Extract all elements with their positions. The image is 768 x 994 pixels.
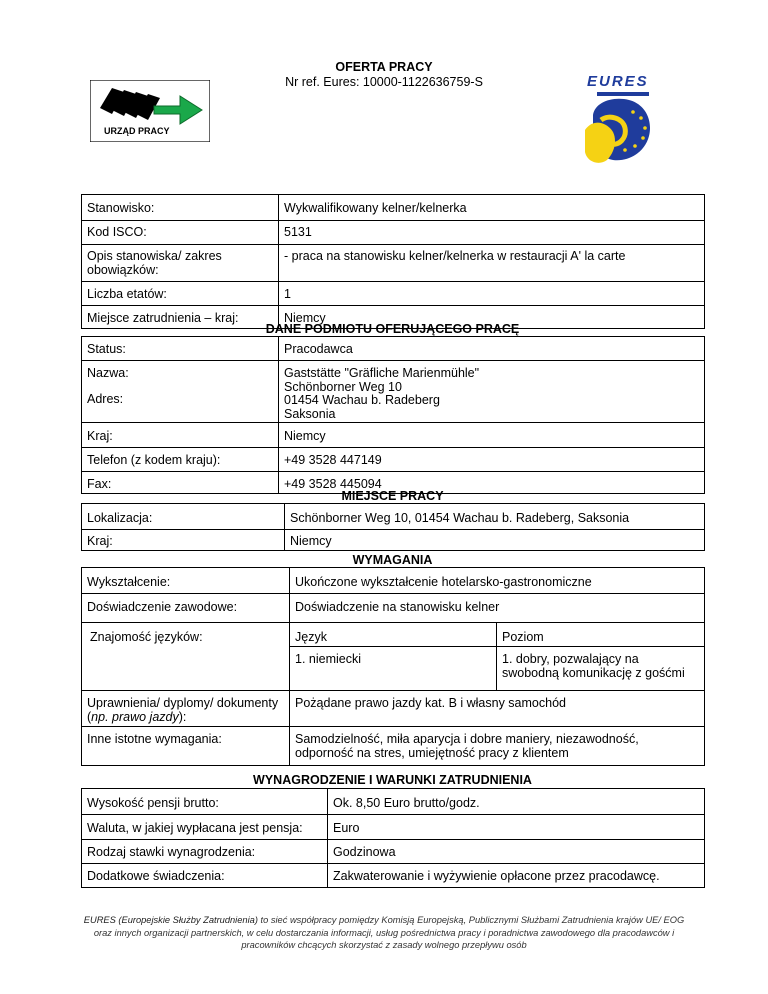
- table-row: [82, 530, 705, 551]
- field-label: Kraj:: [82, 423, 279, 448]
- table-row: [82, 727, 705, 766]
- table-row: [82, 815, 705, 840]
- eures-logo: [583, 70, 655, 170]
- name-label: Nazwa:: [87, 366, 129, 380]
- table-row: [82, 504, 705, 530]
- level-value: 1. dobry, pozwalający na swobodną komunikację z gośćmi: [497, 647, 705, 691]
- table-row: [82, 840, 705, 864]
- licenses-label: Uprawnienia/ dyplomy/ dokumenty: [87, 696, 279, 710]
- field-label: Uprawnienia/ dyplomy/ dokumenty (np. prawo jazdy):: [82, 691, 290, 727]
- licenses-value: Pożądane prawo jazdy kat. B i własny samochód: [290, 691, 705, 727]
- reference-number: Nr ref. Eures: 10000-1122636759-S: [285, 75, 483, 89]
- field-label: Znajomość języków:: [82, 623, 290, 691]
- urzad-pracy-logo: [90, 80, 210, 142]
- location-value: Schönborner Weg 10, 01454 Wachau b. Radeberg, Saksonia: [285, 504, 705, 530]
- table-row: [82, 594, 705, 623]
- salary-value: Ok. 8,50 Euro brutto/godz.: [328, 789, 705, 815]
- currency-value: Euro: [328, 815, 705, 840]
- field-label: Inne istotne wymagania:: [82, 727, 290, 766]
- salary-section-title: WYNAGRODZENIE I WARUNKI ZATRUDNIENIA: [253, 773, 532, 787]
- field-label: Dodatkowe świadczenia:: [82, 864, 328, 888]
- address-line: Saksonia: [284, 406, 336, 421]
- table-row: [82, 568, 705, 594]
- experience-value: Doświadczenie na stanowisku kelner: [290, 594, 705, 623]
- benefits-value: Zakwaterowanie i wyżywienie opłacone przez pracodawcę.: [328, 864, 705, 888]
- field-label: Liczba etatów:: [82, 282, 279, 306]
- urzad-pracy-logo-text: URZĄD PRACY: [104, 126, 170, 136]
- field-label: Stanowisko:: [82, 195, 279, 221]
- document-title: OFERTA PRACY: [335, 60, 433, 74]
- table-row: [82, 361, 705, 423]
- description-value: - praca na stanowisku kelner/kelnerka w restauracji A' la carte: [279, 245, 705, 282]
- address-line: Schönborner Weg 10: [284, 379, 402, 394]
- other-requirements-value: Samodzielność, miła aparycja i dobre maniery, niezawodność, odporność na stres, umiejętność pracy z klientem: [290, 727, 705, 766]
- address-line: 01454 Wachau b. Radeberg: [284, 393, 440, 407]
- position-value: Wykwalifikowany kelner/kelnerka: [279, 195, 705, 221]
- workplace-section-title: MIEJSCE PRACY: [341, 489, 444, 503]
- field-label: Miejsce zatrudnienia – kraj:: [82, 306, 279, 329]
- table-row: [82, 423, 705, 448]
- field-label: Wykształcenie:: [82, 568, 290, 594]
- salary-table: [81, 788, 705, 888]
- table-row: [82, 789, 705, 815]
- field-label: Lokalizacja:: [82, 504, 285, 530]
- footer-line: to sieć współpracy pomiędzy Komisją Europejską, Publicznymi Służbami Zatrudnienia krajów UE/ EOG: [257, 915, 685, 925]
- employer-section-title: DANE PODMIOTU OFERUJĄCEGO PRACĘ: [265, 322, 520, 336]
- language-column-header: Język: [290, 623, 497, 647]
- education-value: Ukończone wykształcenie hotelarsko-gastronomiczne: [290, 568, 705, 594]
- country-value: Niemcy: [279, 306, 705, 329]
- field-label: Kod ISCO:: [82, 221, 279, 245]
- table-row: [82, 245, 705, 282]
- employer-table: [81, 336, 705, 494]
- field-label: Rodzaj stawki wynagrodzenia:: [82, 840, 328, 864]
- workplace-country-value: Niemcy: [285, 530, 705, 551]
- table-row: [82, 337, 705, 361]
- field-label: Doświadczenie zawodowe:: [82, 594, 290, 623]
- field-label: Waluta, w jakiej wypłacana jest pensja:: [82, 815, 328, 840]
- table-row: [82, 195, 705, 221]
- table-row: [82, 691, 705, 727]
- employer-name: Gaststätte "Gräfliche Marienmühle": [284, 366, 480, 380]
- field-label: Status:: [82, 337, 279, 361]
- phone-value: +49 3528 447149: [279, 448, 705, 472]
- table-row: [82, 623, 705, 647]
- table-row: [82, 448, 705, 472]
- level-column-header: Poziom: [497, 623, 705, 647]
- table-row: [82, 864, 705, 888]
- isco-value: 5131: [279, 221, 705, 245]
- field-label: Kraj:: [82, 530, 285, 551]
- licenses-label-note: np. prawo jazdy: [91, 709, 179, 724]
- footer-line: oraz innych organizacji partnerskich, w celu dostarczania informacji, usług pośrednictwa pracy i poradnictwa zawodowego dla pracodawców i: [93, 927, 675, 938]
- footer-lead: EURES (Europejskie Służby Zatrudnienia): [83, 915, 258, 925]
- status-value: Pracodawca: [279, 337, 705, 361]
- vacancies-value: 1: [279, 282, 705, 306]
- language-value: 1. niemiecki: [290, 647, 497, 691]
- field-label: Opis stanowiska/ zakres obowiązków:: [82, 245, 279, 282]
- name-address-value: [279, 361, 705, 423]
- table-row: [82, 221, 705, 245]
- footer-line: pracowników chcących skorzystać z zasady wolnego przepływu osób: [241, 940, 527, 951]
- fax-value: +49 3528 445094: [279, 472, 705, 494]
- field-label: [82, 361, 279, 423]
- address-label: Adres:: [87, 391, 124, 406]
- field-label: Fax:: [82, 472, 279, 494]
- employer-country-value: Niemcy: [279, 423, 705, 448]
- field-label: Wysokość pensji brutto:: [82, 789, 328, 815]
- requirements-section-title: WYMAGANIA: [352, 553, 433, 567]
- workplace-table: [81, 503, 705, 551]
- footer-note: [0, 914, 768, 952]
- eures-logo-text: EURES: [587, 73, 649, 90]
- field-label: Telefon (z kodem kraju):: [82, 448, 279, 472]
- requirements-table: [81, 567, 705, 766]
- rate-type-value: Godzinowa: [328, 840, 705, 864]
- job-details-table: [81, 194, 705, 329]
- table-row: [82, 282, 705, 306]
